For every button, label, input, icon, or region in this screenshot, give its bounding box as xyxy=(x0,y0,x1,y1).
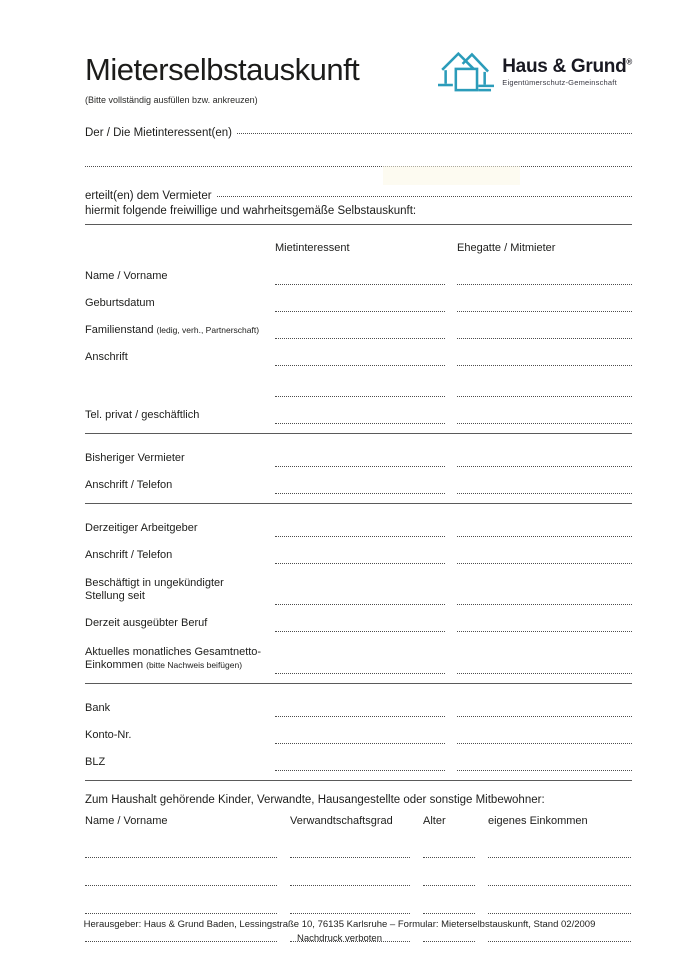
dotted-field xyxy=(275,366,445,397)
row-label: BLZ xyxy=(85,756,106,769)
scan-artifact xyxy=(383,166,520,185)
form-row-gesamtnetto-einkommen xyxy=(85,632,632,674)
row-label xyxy=(85,646,263,675)
dotted-field xyxy=(457,312,632,339)
dotted-field xyxy=(275,632,445,674)
dotted-field xyxy=(488,830,631,858)
dotted-field xyxy=(85,886,277,914)
row-label: Anschrift / Telefon xyxy=(85,479,173,492)
col-header-alter: Alter xyxy=(423,815,446,827)
row-label: Derzeitiger Arbeitgeber xyxy=(85,522,198,535)
col-header-verwandtschaftsgrad: Verwandtschaftsgrad xyxy=(290,815,393,827)
dotted-field xyxy=(290,858,410,886)
dotted-field xyxy=(457,285,632,312)
dotted-field xyxy=(423,830,475,858)
dotted-field xyxy=(275,312,445,339)
intro-landlord-label: erteilt(en) dem Vermieter xyxy=(85,190,212,202)
dotted-field-applicant-name xyxy=(237,133,632,134)
dotted-field xyxy=(85,830,277,858)
intro-declaration-text: hiermit folgende freiwillige und wahrheitsgemäße Selbstauskunft: xyxy=(85,205,632,225)
dotted-field xyxy=(85,858,277,886)
form-row-derzeit-ausgeuebter-beruf xyxy=(85,605,632,632)
dotted-field xyxy=(290,830,410,858)
row-label: Anschrift xyxy=(85,351,128,364)
main-table-header-row xyxy=(85,242,632,258)
dotted-field xyxy=(457,632,632,674)
page-title: Mieterselbstauskunft xyxy=(85,52,360,87)
col-header-mietinteressent: Mietinteressent xyxy=(275,242,350,254)
row-label-line2: Stellung seit xyxy=(85,590,145,603)
row-label-line2-small: (bitte Nachweis beifügen) xyxy=(146,660,243,671)
dotted-field xyxy=(275,440,445,467)
row-label-empty xyxy=(85,396,263,397)
dotted-field xyxy=(457,366,632,397)
row-label: Derzeit ausgeübter Beruf xyxy=(85,617,208,630)
section-divider xyxy=(85,780,632,781)
dotted-field xyxy=(488,886,631,914)
intro-line-landlord xyxy=(85,190,632,202)
dotted-field xyxy=(457,440,632,467)
dotted-field xyxy=(457,397,632,424)
dotted-field xyxy=(457,258,632,285)
dotted-field-applicant-name-2 xyxy=(85,166,632,167)
house-logo-icon xyxy=(438,44,494,104)
dotted-field xyxy=(275,339,445,366)
dotted-field xyxy=(275,605,445,632)
dotted-field xyxy=(457,564,632,605)
dotted-field xyxy=(423,858,475,886)
form-row-anschrift xyxy=(85,339,632,366)
section-divider xyxy=(85,433,632,434)
logo-wordmark xyxy=(502,57,632,76)
dotted-field xyxy=(275,258,445,285)
dotted-field xyxy=(457,537,632,564)
household-row-3 xyxy=(85,886,632,914)
dotted-field xyxy=(275,467,445,494)
page-footer xyxy=(0,918,679,946)
row-label: Name / Vorname xyxy=(85,270,168,283)
form-row-telefon-privat-geschaeftlich xyxy=(85,397,632,424)
row-label: Tel. privat / geschäftlich xyxy=(85,409,200,422)
row-label xyxy=(85,324,263,339)
dotted-field-landlord-name xyxy=(217,196,632,197)
row-label-line2 xyxy=(85,659,263,673)
col-header-eigenes-einkommen: eigenes Einkommen xyxy=(488,815,588,827)
dotted-field xyxy=(290,886,410,914)
form-row-derzeitiger-arbeitgeber xyxy=(85,510,632,537)
form-row-anschrift-telefon xyxy=(85,467,632,494)
dotted-field xyxy=(275,510,445,537)
dotted-field xyxy=(275,537,445,564)
row-label-small: (ledig, verh., Partnerschaft) xyxy=(156,325,260,336)
row-label: Konto-Nr. xyxy=(85,729,132,742)
row-label: Bank xyxy=(85,702,111,715)
dotted-field xyxy=(275,744,445,771)
form-row-anschrift-continuation xyxy=(85,366,632,397)
section-divider xyxy=(85,503,632,504)
intro-applicant-label: Der / Die Mietinteressent(en) xyxy=(85,127,232,139)
row-label-main: Familienstand xyxy=(85,324,154,337)
household-header-row xyxy=(85,815,632,830)
dotted-field xyxy=(275,285,445,312)
household-row-2 xyxy=(85,858,632,886)
intro-line-applicant xyxy=(85,127,632,139)
dotted-field xyxy=(457,690,632,717)
registered-trademark-symbol: ® xyxy=(626,57,632,67)
col-header-name-vorname: Name / Vorname xyxy=(85,815,168,827)
logo-text xyxy=(502,44,632,87)
household-section-heading: Zum Haushalt gehörende Kinder, Verwandte, Hausangestellte oder sonstige Mitbewohner: xyxy=(85,794,545,806)
row-label xyxy=(85,577,263,606)
form-row-name-vorname xyxy=(85,258,632,285)
row-label-line2-main: Einkommen xyxy=(85,659,144,672)
page-subtitle: (Bitte vollständig ausfüllen bzw. ankreuzen) xyxy=(85,95,258,105)
form-row-konto-nr xyxy=(85,717,632,744)
logo-tagline: Eigentümerschutz-Gemeinschaft xyxy=(502,78,617,87)
form-row-familienstand xyxy=(85,312,632,339)
row-label: Bisheriger Vermieter xyxy=(85,452,185,465)
row-label-line1: Aktuelles monatliches Gesamtnetto- xyxy=(85,645,262,658)
dotted-field xyxy=(275,564,445,605)
dotted-field xyxy=(457,339,632,366)
household-row-1 xyxy=(85,830,632,858)
dotted-field xyxy=(457,510,632,537)
dotted-field xyxy=(275,690,445,717)
row-label-line1: Beschäftigt in ungekündigter xyxy=(85,576,224,589)
dotted-field xyxy=(275,397,445,424)
section-divider xyxy=(85,683,632,684)
haus-und-grund-logo xyxy=(438,44,632,104)
row-label: Geburtsdatum xyxy=(85,297,155,310)
logo-name: Haus & Grund xyxy=(502,56,627,77)
dotted-field xyxy=(488,858,631,886)
form-row-geburtsdatum xyxy=(85,285,632,312)
dotted-field xyxy=(457,717,632,744)
form-row-bank xyxy=(85,690,632,717)
form-row-anschrift-telefon-arbeitgeber xyxy=(85,537,632,564)
footer-copyright-line: Nachdruck verboten xyxy=(296,933,383,945)
dotted-field xyxy=(457,467,632,494)
dotted-field xyxy=(423,886,475,914)
col-header-ehegatte-mitmieter: Ehegatte / Mitmieter xyxy=(457,242,556,254)
form-row-blz xyxy=(85,744,632,771)
footer-publisher-line: Herausgeber: Haus & Grund Baden, Lessingstraße 10, 76135 Karlsruhe – Formular: Mieterselbstauskunft, Stand 02/2009 xyxy=(83,919,596,931)
form-row-bisheriger-vermieter xyxy=(85,440,632,467)
dotted-field xyxy=(457,744,632,771)
dotted-field xyxy=(457,605,632,632)
form-row-beschaeftigt-seit xyxy=(85,564,632,605)
row-label: Anschrift / Telefon xyxy=(85,549,173,562)
dotted-field xyxy=(275,717,445,744)
